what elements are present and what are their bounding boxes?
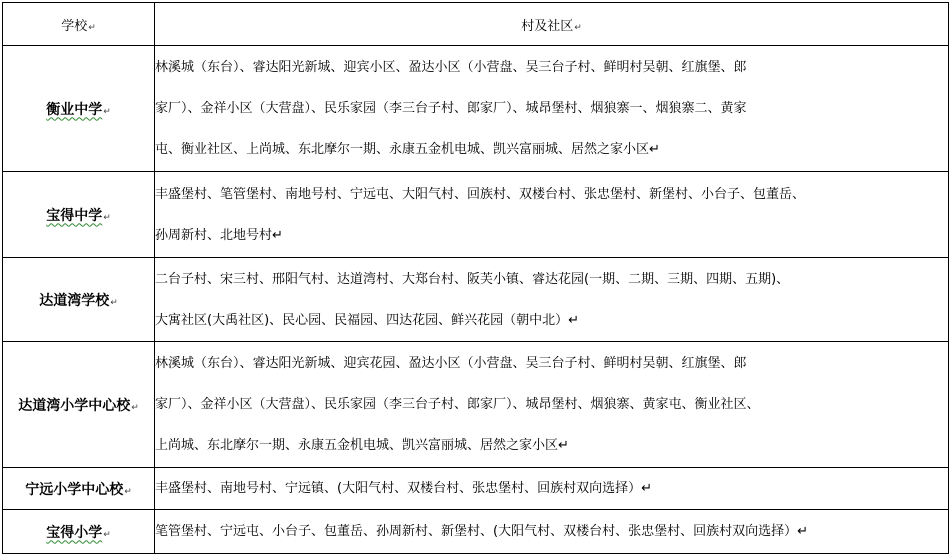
table-row — [3, 172, 949, 258]
district-cell — [155, 46, 949, 172]
district-cell — [155, 172, 949, 258]
school-cell — [3, 342, 155, 468]
paragraph-mark-icon: ↵ — [103, 529, 111, 540]
paragraph-mark-icon: ↵ — [131, 402, 139, 413]
district-line: 上尚城、东北摩尔一期、永康五金机电城、凯兴富丽城、居然之家小区↵ — [155, 438, 569, 453]
district-cell — [155, 342, 949, 468]
district-line: 家厂）、金祥小区（大营盘）、民乐家园（李三台子村、郎家厂）、城昂堡村、烟狼寨、黄家屯、衡业社区、 — [155, 397, 760, 412]
paragraph-mark-icon: ↵ — [574, 22, 582, 33]
school-cell — [3, 468, 155, 510]
district-line: 二台子村、宋三村、邢阳气村、达道湾村、大郑台村、阪芙小镇、睿达花园(一期、二期、三期、四期、五期)、 — [155, 271, 790, 287]
school-cell — [3, 258, 155, 342]
table-row — [3, 468, 949, 510]
table-row — [3, 46, 949, 172]
district-line: 丰盛堡村、笔管堡村、南地号村、宁远屯、大阳气村、回族村、双楼台村、张忠堡村、新堡村、小台子、包董岳、 — [155, 186, 806, 202]
school-name: 达道湾学校 — [39, 292, 110, 309]
district-cell — [155, 258, 949, 342]
table-row — [3, 510, 949, 554]
table-row — [3, 258, 949, 342]
school-cell — [3, 510, 155, 554]
district-cell — [155, 510, 949, 554]
district-line: 家厂）、金祥小区（大营盘）、民乐家园（李三台子村、郎家厂）、城昂堡村、烟狼寨一、烟狼寨二、黄家 — [155, 101, 747, 116]
header-school-cell — [3, 3, 155, 46]
table-row — [3, 342, 949, 468]
district-cell — [155, 468, 949, 510]
header-school-label: 学校 — [61, 18, 88, 34]
paragraph-mark-icon: ↵ — [110, 297, 118, 308]
table-header-row — [3, 3, 949, 46]
school-cell — [3, 46, 155, 172]
district-line: 林溪城（东台）、睿达阳光新城、迎宾小区、盈达小区（小营盘、吴三台子村、鲜明村吴朝、红旗堡、郎 — [155, 60, 747, 75]
school-name: 衡业中学 — [46, 101, 103, 118]
school-name: 宝得小学 — [46, 524, 103, 541]
header-content-label: 村及社区 — [521, 18, 574, 34]
paragraph-mark-icon: ↵ — [88, 22, 96, 33]
district-line: 孙周新村、北地号村↵ — [155, 227, 283, 243]
district-line: 笔管堡村、宁远屯、小台子、包董岳、孙周新村、新堡村、(大阳气村、双楼台村、张忠堡村、回族村双向选择）↵ — [155, 524, 808, 539]
paragraph-mark-icon: ↵ — [103, 212, 111, 223]
paragraph-mark-icon: ↵ — [124, 486, 132, 497]
district-line: 大寓社区(大禹社区)、民心园、民福园、四达花园、鲜兴花园（朝中北）↵ — [155, 312, 580, 328]
district-line: 屯、衡业社区、上尚城、东北摩尔一期、永康五金机电城、凯兴富丽城、居然之家小区↵ — [155, 142, 660, 157]
school-name: 宝得中学 — [46, 207, 103, 224]
header-content-cell — [155, 3, 949, 46]
school-name: 宁远小学中心校 — [25, 481, 124, 498]
district-line: 丰盛堡村、南地号村、宁远镇、(大阳气村、双楼台村、张忠堡村、回族村双向选择）↵ — [155, 481, 652, 496]
school-district-table — [2, 2, 949, 554]
school-cell — [3, 172, 155, 258]
paragraph-mark-icon: ↵ — [103, 106, 111, 117]
school-name: 达道湾小学中心校 — [18, 397, 131, 414]
district-line: 林溪城（东台）、睿达阳光新城、迎宾花园、盈达小区（小营盘、吴三台子村、鲜明村吴朝、红旗堡、郎 — [155, 356, 747, 371]
